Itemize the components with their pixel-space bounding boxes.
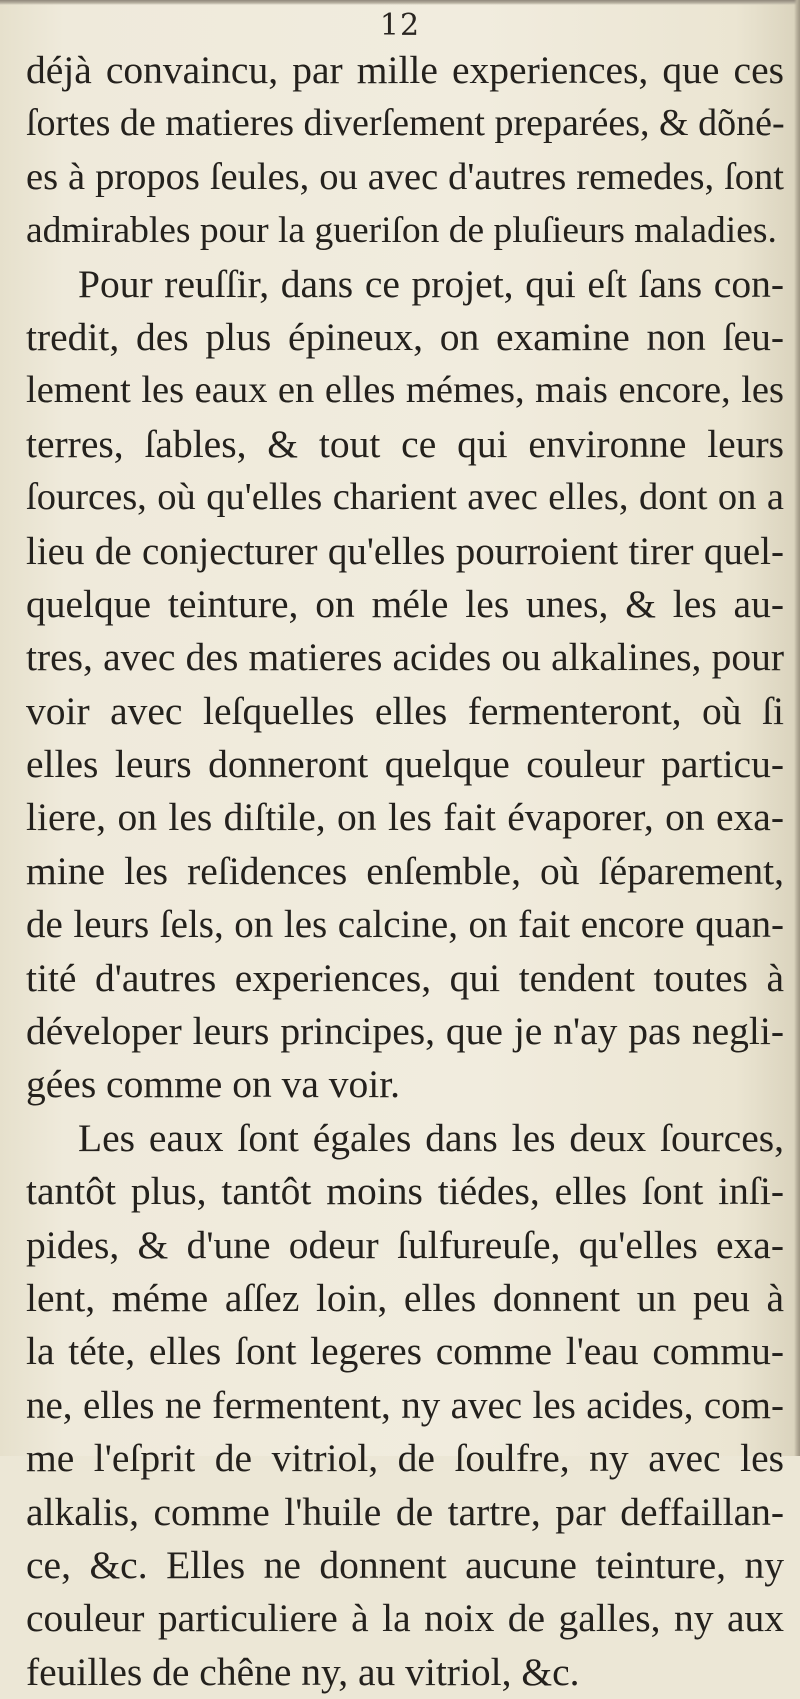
page-right-edge: [794, 0, 800, 1456]
text-line: déjà convaincu, par mille experiences, que ces: [26, 48, 784, 92]
text-line: lement les eaux en elles mémes, mais encore, les: [26, 369, 784, 412]
text-line: tité d'autres experiences, qui tendent toutes à: [26, 955, 784, 1000]
text-line: elles leurs donneront quelque couleur particu-: [26, 742, 784, 787]
text-line: ne, elles ne fermentent, ny avec les acides, com-: [26, 1383, 784, 1427]
text-line: quelque teinture, on méle les unes, & les au-: [26, 581, 784, 626]
page-top-edge: [0, 0, 800, 5]
text-line: tres, avec des matieres acides ou alkalines, pour: [26, 635, 784, 680]
text-line: ce, &c. Elles ne donnent aucune teinture, ny: [26, 1542, 784, 1587]
text-line: de leurs ſels, on les calcine, on fait encore quan-: [26, 903, 784, 947]
text-line: tantôt plus, tantôt moins tiédes, elles ſont inſi-: [26, 1169, 784, 1214]
text-line: feuilles de chêne ny, au vitriol, &c.: [26, 1649, 580, 1694]
body-text: [26, 44, 784, 1699]
text-line: lieu de conjecturer qu'elles pourroient tirer quel-: [26, 529, 784, 573]
text-line: ſources, où qu'elles charient avec elles, dont on a: [26, 476, 784, 519]
paragraph-start-line: Les eaux ſont égales dans les deux ſources,: [78, 1115, 784, 1160]
text-line: gées comme on va voir.: [26, 1062, 401, 1107]
paragraph-start-line: Pour reuſſir, dans ce projet, qui eſt ſans con-: [78, 261, 784, 306]
text-line: mine les reſidences enſemble, où ſéparement,: [26, 848, 784, 893]
page-number: 12: [379, 8, 421, 43]
text-line: tredit, des plus épineux, on examine non ſeu-: [26, 314, 784, 359]
text-line: terres, ſables, & tout ce qui environne leurs: [26, 421, 784, 466]
text-line: couleur particuliere à la noix de galles, ny aux: [26, 1596, 784, 1641]
text-line: lent, méme aſſez loin, elles donnent un peu à: [26, 1275, 784, 1320]
text-line: liere, on les diſtile, on les fait évaporer, on exa-: [26, 795, 784, 840]
text-line: admirables pour la gueriſon de pluſieurs maladies.: [26, 210, 777, 252]
text-line: me l'eſprit de vitriol, de ſoulfre, ny avec les: [26, 1436, 784, 1481]
text-line: la téte, elles ſont legeres comme l'eau commu-: [26, 1329, 784, 1374]
text-line: pides, & d'une odeur ſulfureuſe, qu'elles exa-: [26, 1222, 784, 1267]
text-line: voir avec leſquelles elles fermenteront, où ſi: [26, 688, 784, 733]
text-line: ſortes de matieres diverſement preparées, & dõné-: [26, 102, 785, 145]
text-line: es à propos ſeules, ou avec d'autres remedes, ſont: [26, 155, 784, 198]
text-line: alkalis, comme l'huile de tartre, par deffaillan-: [26, 1489, 784, 1534]
text-line: déveloper leurs principes, que je n'ay pas negli-: [26, 1009, 784, 1054]
